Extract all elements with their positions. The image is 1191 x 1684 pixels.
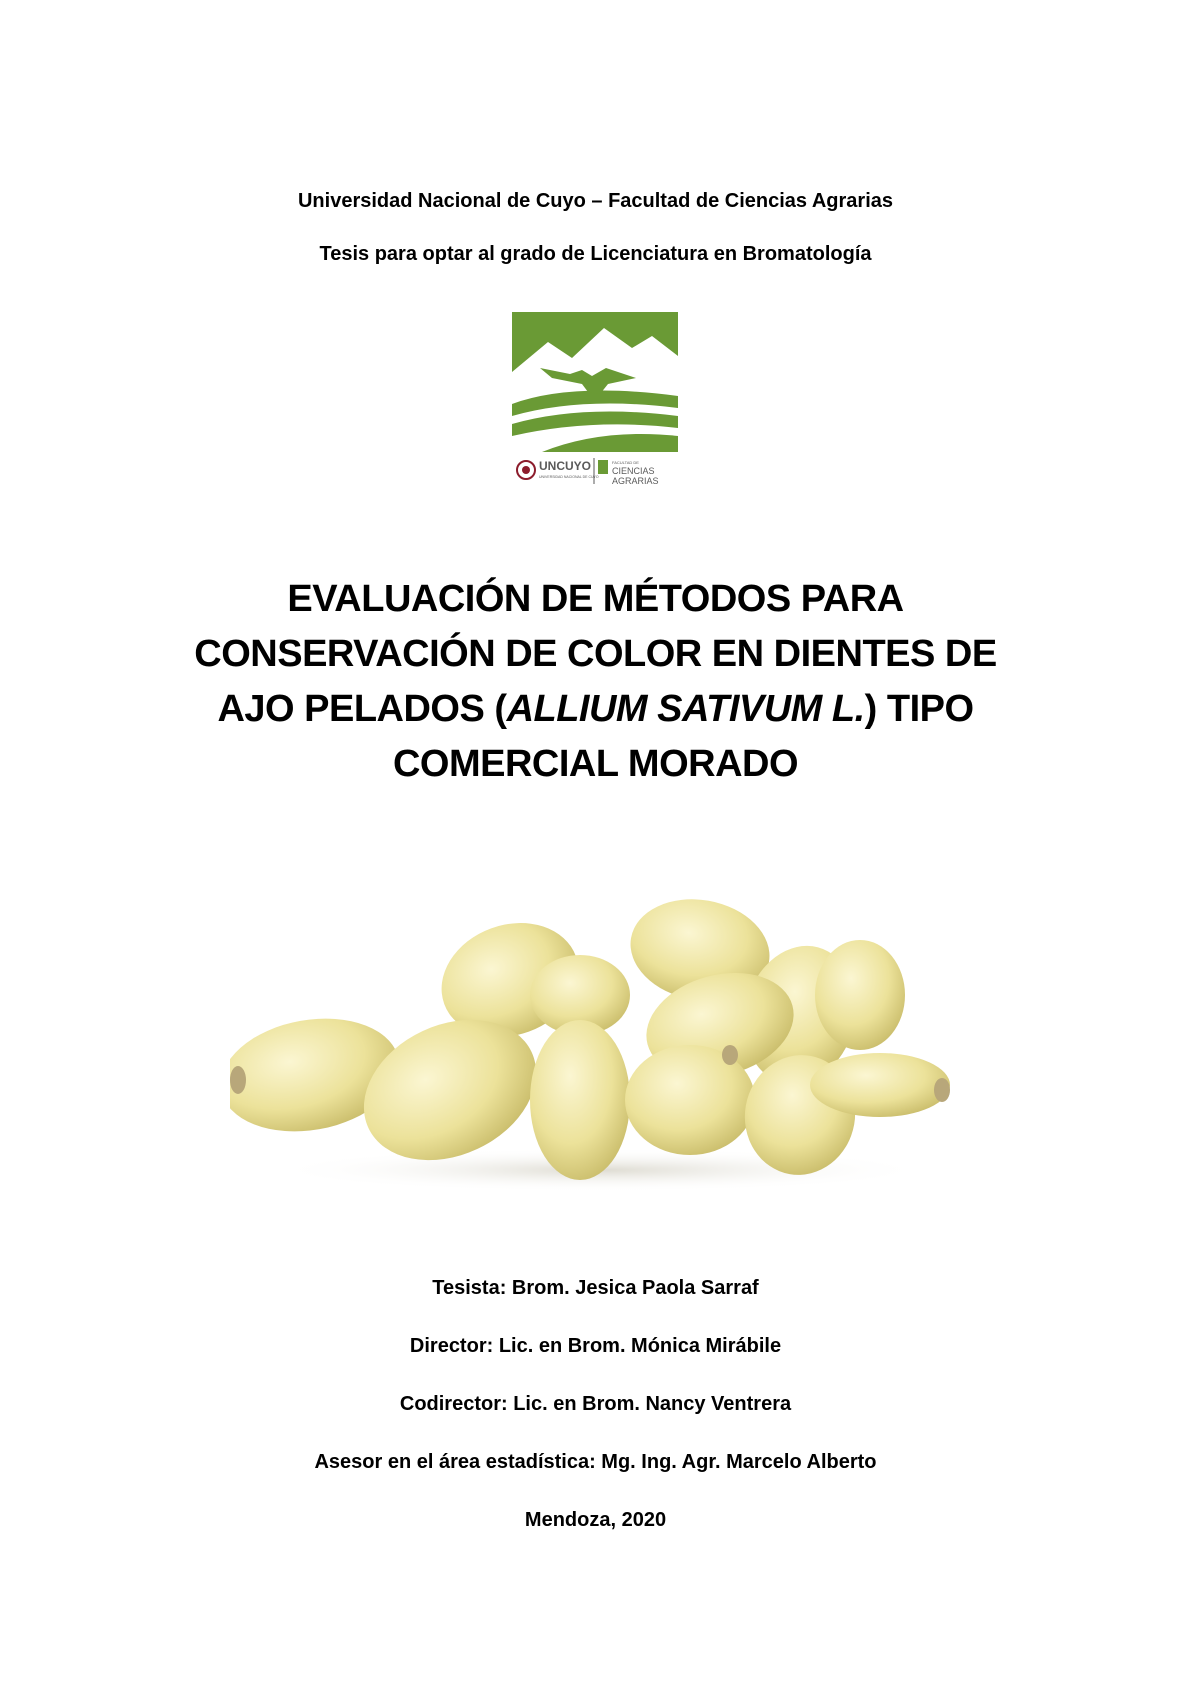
tesista-line: Tesista: Brom. Jesica Paola Sarraf [432,1277,759,1299]
thesis-title [140,572,1051,792]
title-line-3-post: ) TIPO [864,688,974,730]
degree-line: Tesis para optar al grado de Licenciatura en Bromatología [319,243,872,265]
asesor-line: Asesor en el área estadística: Mg. Ing. Agr. Marcelo Alberto [314,1451,877,1473]
institution-line: Universidad Nacional de Cuyo – Facultad de Ciencias Agrarias [297,190,893,212]
title-line-3-pre: AJO PELADOS ( [217,688,507,730]
uncuyo-name: UNCUYO [539,459,592,473]
title-line-3 [140,682,1051,737]
faculty-mark-icon [598,460,608,474]
title-line-1: EVALUACIÓN DE MÉTODOS PARA [287,578,904,620]
scientific-name: ALLIUM SATIVUM L. [506,688,865,730]
title-line-2: CONSERVACIÓN DE COLOR EN DIENTES DE [194,633,997,675]
faculty-line2: AGRARIAS [612,476,659,486]
faculty-top: FACULTAD DE [612,460,639,465]
garlic-clove [815,940,905,1050]
garlic-clove [530,1020,630,1180]
faculty-line1: CIENCIAS [612,466,655,476]
title-line-4: COMERCIAL MORADO [392,743,799,785]
codirector-line: Codirector: Lic. en Brom. Nancy Ventrera [399,1393,792,1415]
director-line: Director: Lic. en Brom. Mónica Mirábile [409,1335,782,1357]
garlic-clove [810,1053,950,1117]
garlic-cloves-photo [230,885,970,1190]
uncuyo-subtitle: UNIVERSIDAD NACIONAL DE CUYO [539,475,599,479]
faculty-logo [512,312,678,488]
place-date-line: Mendoza, 2020 [524,1509,667,1531]
